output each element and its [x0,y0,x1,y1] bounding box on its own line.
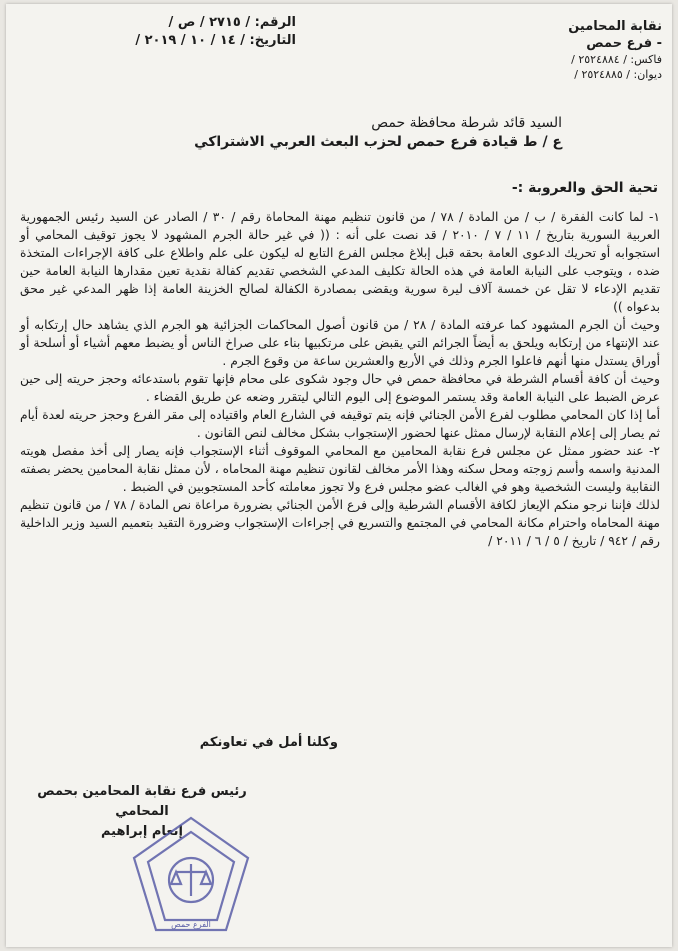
body-paragraph: لذلك فإننا نرجو منكم الإيعاز لكافة الأقسام الشرطية وإلى فرع الأمن الجنائي بضرورة مراعاة نص المادة / ٧٨ / من قانون تنظيم مهنة المحاماه واحترام مكانة المحامي في المجتمع والتسريع في إجراءات الإستجواب وضرورة التقيد بتعميم السيد وزير الداخلية رقم / ٩٤٢ / تاريخ / ٥ / ٦ / ٢٠١١ / [20,498,660,548]
signature-role: المحامي [115,804,169,819]
stamp-seal-icon [126,812,256,942]
org-fax: فاكس: / ٢٥٢٤٨٨٤ / [571,53,662,66]
greeting: تحية الحق والعروبة :- [511,180,658,196]
letter-body [20,208,660,550]
signature-title: رئيس فرع نقابة المحامين بحمص [37,784,247,799]
reference-number: الرقم: / ٢٧١٥ / ص / [168,15,296,30]
body-paragraph: وحيث أن كافة أقسام الشرطة في محافظة حمص في حال وجود شكوى على محام فإنها تقوم باستدعائه وحجز حريته إلى حين عرض الضبط على النيابة العامة وقد يستمر الموضوع إلى اليوم التالي ليتقرر وضعه عن طريق القضاء . [20,372,660,404]
body-paragraph: أما إذا كان المحامي مطلوب لفرع الأمن الجنائي فإنه يتم توقيفه في الشارع العام واقتياده إلى مقر الفرع وحجز حريته لعدة أيام ثم يصار إلى إعلام النقابة لإرسال ممثل عنها لحضور الإستجواب بشكل مخالف لنص القانون . [20,408,660,440]
body-paragraph: وحيث أن الجرم المشهود كما عرفته المادة / ٢٨ / من قانون أصول المحاكمات الجزائية هو الجرم الذي يشاهد حال إرتكابه أو عند الإنتهاء من إرتكابه ويلحق به أيضاً الجرائم التي يقبض على مرتكبيها بناء على صراخ الناس أو يضبط معهم أشياء أو أسلحة أو أوراق يستدل منها أنهم فاعلوا الجرم وذلك في الأربع والعشرين ساعة من وقوع الجرم . [20,318,660,368]
org-diwan: ديوان: / ٢٥٢٤٨٨٥ / [574,68,662,81]
addressee-line-1: السيد قائد شرطة محافظة حمص [371,115,562,131]
reference-block [96,14,296,50]
addressee-block [42,114,562,152]
org-branch: - فرع حمص [586,36,662,51]
body-paragraph: ١- لما كانت الفقرة / ب / من المادة / ٧٨ / من قانون تنظيم مهنة المحاماة رقم / ٣٠ / الصادر عن السيد رئيس الجمهورية العربية السورية بتاريخ / ١١ / ٧ / ٢٠١٠ / قد نصت على أنه : (( في غير حالة الجرم المشهود لا يجوز توقيف المحامي أو استجوابه أو تحريك الدعوى العامة بحقه قبل إبلاغ مجلس الفرع التابع له ليكون على علم واطلاع على كافة الإجراءات المتخذة ضده ، ويتوجب على النيابة العامة في هذه الحالة تكليف المدعي الشخصي تقديم كفالة نقدية تعين مقدارها النيابة العامة حين تقديم الإدعاء لا تقل عن خمسة آلاف ليرة سورية ويقضى بمصادرة الكفالة لصالح الخزينة العامة إذا ظهر المدعي غير محق بدعواه )) [20,210,660,314]
signature-name: إنعام إبراهيم [100,824,183,839]
org-name: نقابة المحامين [568,19,662,34]
official-stamp [126,812,256,942]
stamp-text: الفرع حمص [171,920,211,929]
closing-line: وكلنا أمل في تعاونكم [199,735,338,750]
reference-date: التاريخ: / ١٤ / ١٠ / ٢٠١٩ / [135,33,296,48]
body-paragraph: ٢- عند حضور ممثل عن مجلس فرع نقابة المحامين مع المحامي الموقوف أثناء الإستجواب فإنه يصار إلى أخذ مفصل هويته المدنية واسمه وأسم زوجته ومحل سكنه وهذا الأمر مخالف لقانون تنظيم مهنة المحاماه ، لأن ممثل نقابة المحامين يحضر بصفته النقابية وليست الشخصية وهو في الغالب عضو مجلس فرع ولا تجوز معاملته كأحد المستجوبين في الضبط . [20,444,660,494]
org-header [462,18,662,82]
letter-page [6,4,672,947]
addressee-line-2: ع / ط قيادة فرع حمص لحزب البعث العربي الاشتراكي [194,134,562,150]
